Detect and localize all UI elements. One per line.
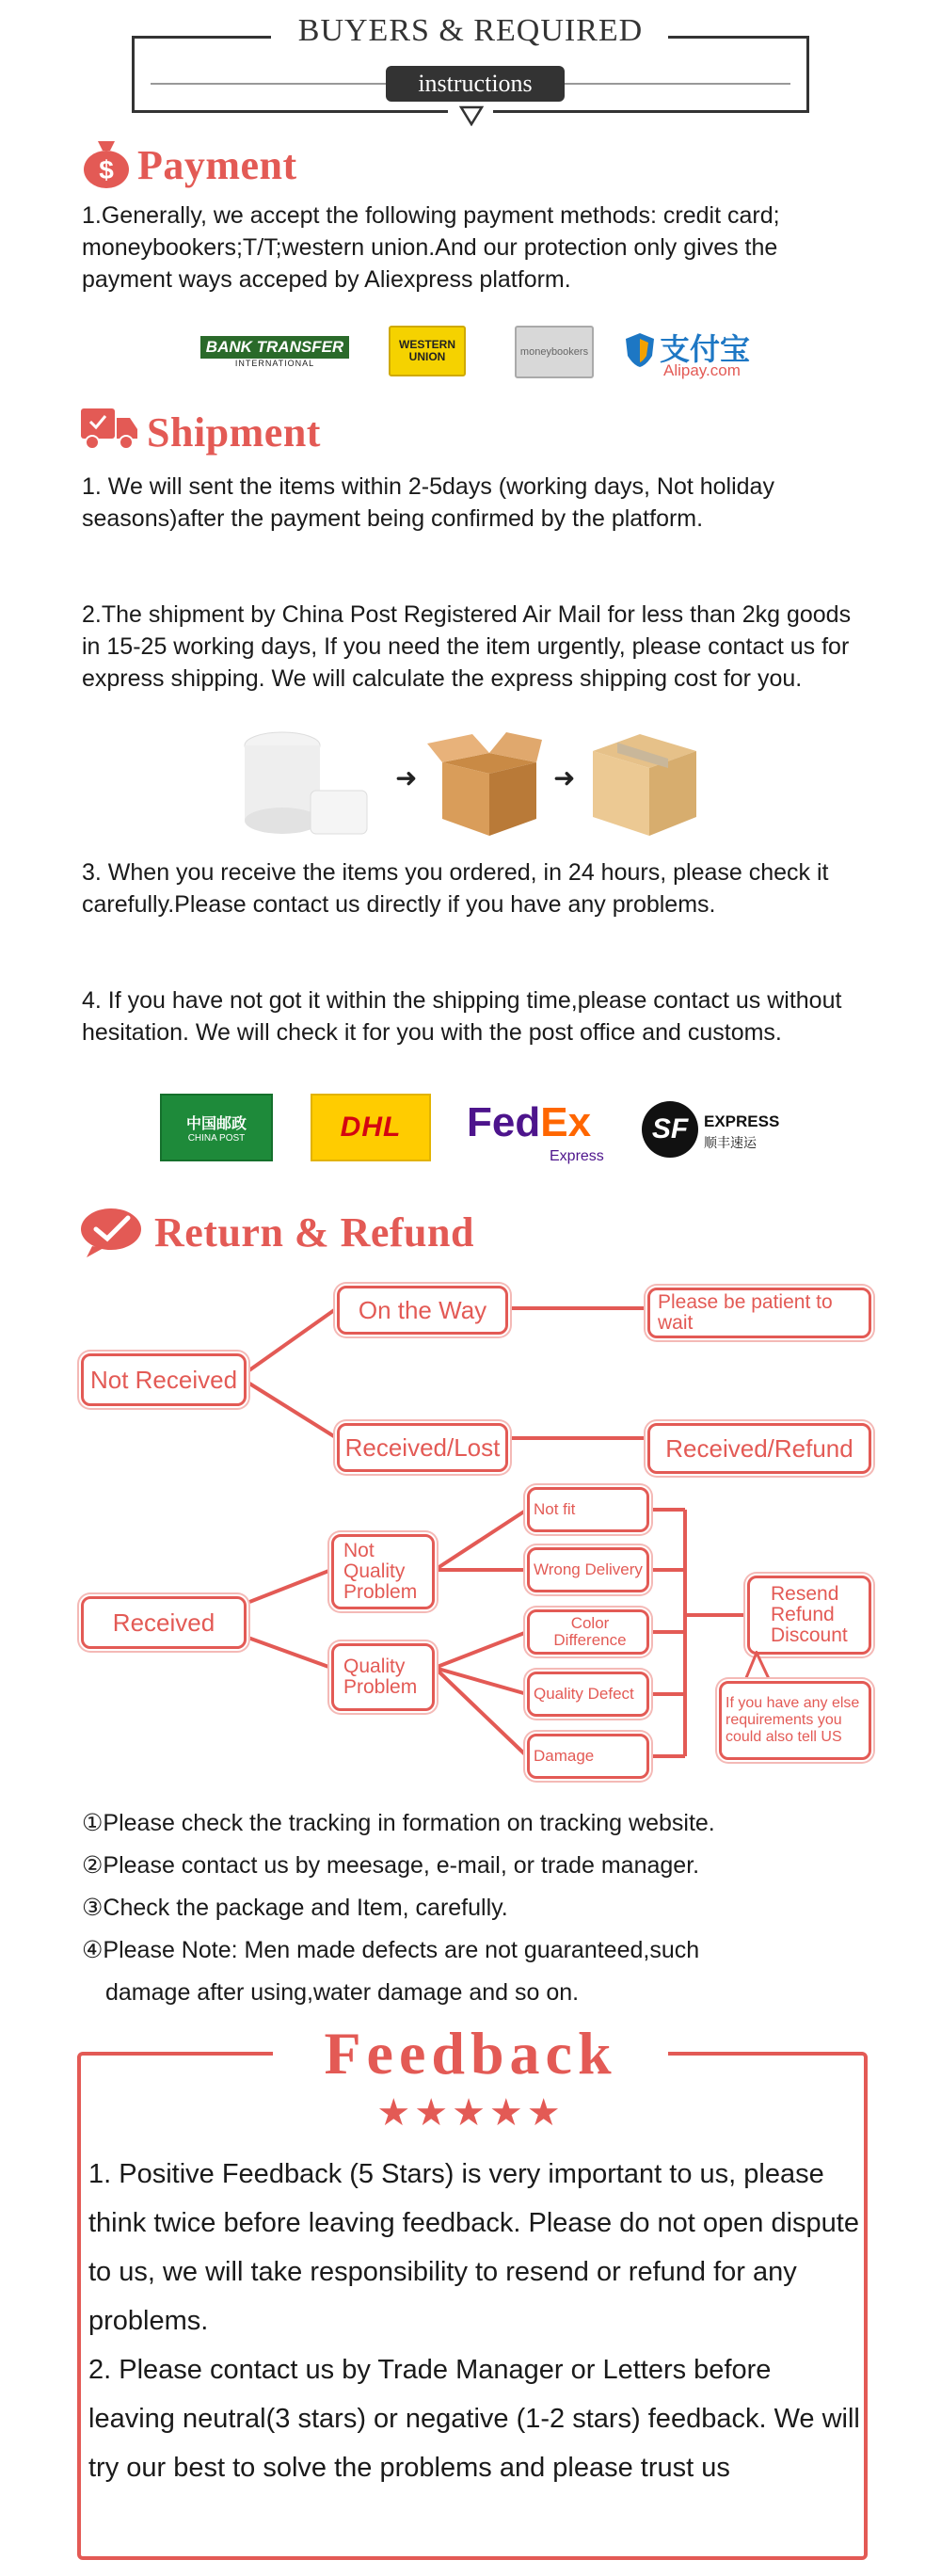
flow-node-be-patient: Please be patient to wait [647,1288,871,1338]
flow-node-on-the-way: On the Way [337,1286,508,1335]
note-4: ④Please Note: Men made defects are not guaranteed,such [82,1937,700,1963]
flow-node-damage: Damage [527,1734,649,1779]
alipay-logo [624,326,761,382]
money-bag-icon [79,136,134,190]
flow-node-quality-defect: Quality Defect [527,1672,649,1717]
dhl-logo [311,1094,431,1161]
flow-node-not-fit: Not fit [527,1487,649,1532]
shipment-p1: 1. We will sent the items within 2-5days (working days, Not holiday seasons)after the payment being confirmed by the platform. [82,473,774,532]
shipment-p3: 3. When you receive the items you ordered, in 24 hours, please check it carefully.Please contact us directly if you have any problems. [82,859,829,918]
instructions-header [132,0,809,113]
sf-express-label: EXPRESS [704,1112,780,1130]
truck-icon [79,405,139,452]
bank-transfer-logo [199,333,350,371]
alipay-cn-label: 支付宝 [660,332,751,366]
five-stars-icon: ★★★★★ [376,2092,565,2134]
shipment-title: Shipment [147,409,321,456]
payment-text: 1.Generally, we accept the following payment methods: credit card; moneybookers;T/T;western union.And our protection only gives the payment ways acceped by Aliexpress platform. [82,202,780,293]
header-rule-bottom-right [493,110,809,113]
bubble-wrap-image [226,725,376,838]
note-1: ①Please check the tracking in formation on tracking website. [82,1810,715,1836]
arrow-right-icon: ➜ [395,763,418,792]
note-4-continued: damage after using,water damage and so on. [105,1979,580,2006]
flow-node-other-requirements: If you have any else requirements you could also tell US [719,1681,871,1760]
flow-node-wrong-delivery: Wrong Delivery [527,1547,649,1592]
china-post-logo [160,1094,273,1161]
packing-illustration [226,725,696,838]
alipay-shield-icon [624,331,656,369]
flow-node-color-difference: Color Difference [527,1609,649,1655]
dhl-label: DHL [340,1112,402,1143]
sf-express-logo [642,1099,783,1161]
feedback-p1: 1. Positive Feedback (5 Stars) is very important to us, please think twice before leaving feedback. Please do not open dispute to us, we will take responsibility to resend or refund for any problems. [88,2159,859,2336]
shipment-p4: 4. If you have not got it within the shipping time,please contact us without hesitation. We will check it for you with the post office and customs. [82,987,842,1046]
moneybookers-logo: moneybookers [515,326,594,378]
feedback-p2: 2. Please contact us by Trade Manager or Letters before leaving neutral(3 stars) or negative (1-2 stars) feedback. We will try our best to solve the problems and please trust us [88,2355,860,2483]
flow-node-received-refund: Received/Refund [647,1423,871,1474]
fedex-fed-label: Fed [467,1099,541,1145]
subtitle-badge [386,66,565,102]
page-title: BUYERS & REQUIRED [297,13,644,48]
alipay-label: Alipay.com [663,361,741,379]
feedback-title: Feedback [273,2019,668,2088]
refund-title: Return & Refund [154,1209,474,1256]
chevron-down-icon [459,105,484,126]
shipment-p2: 2.The shipment by China Post Registered Air Mail for less than 2kg goods in 15-25 working days, If you need the item urgently, please contact us for express shipping. We will calculate the express shipping cost for you. [82,601,852,692]
sealed-box-image [583,725,706,838]
flow-node-not-quality: Not Quality Problem [331,1534,435,1609]
arrow-right-icon: ➜ [553,763,576,792]
flow-node-quality: Quality Problem [331,1643,435,1711]
svg-text:$: $ [99,155,114,184]
note-3: ③Check the package and Item, carefully. [82,1895,508,1921]
header-inner-rule-right [565,83,790,85]
payment-title: Payment [137,142,297,188]
note-2: ②Please contact us by meesage, e-mail, or trade manager. [82,1852,700,1879]
flow-node-received-lost: Received/Lost [337,1423,508,1472]
speech-check-icon [79,1207,143,1257]
sf-circle-label: SF [642,1101,698,1158]
header-inner-rule-left [151,83,386,85]
flow-node-resend-refund: Resend Refund Discount [747,1576,871,1655]
fedex-logo [467,1099,627,1165]
china-post-cn-label: 中国邮政 [185,1116,247,1132]
bank-transfer-label: BANK TRANSFER [200,336,349,359]
sf-cn-label: 顺丰速运 [704,1135,757,1150]
header-rule-bottom-left [132,110,448,113]
western-union-logo: WESTERN UNION [389,326,466,376]
china-post-label: CHINA POST [187,1133,246,1144]
fedex-express-label: Express [550,1148,604,1164]
flow-node-not-received: Not Received [81,1353,247,1406]
bank-transfer-sublabel: INTERNATIONAL [234,359,315,368]
page-subtitle: instructions [418,70,533,97]
fedex-ex-label: Ex [540,1099,592,1145]
flow-node-received: Received [81,1596,247,1649]
open-box-image [423,725,546,838]
